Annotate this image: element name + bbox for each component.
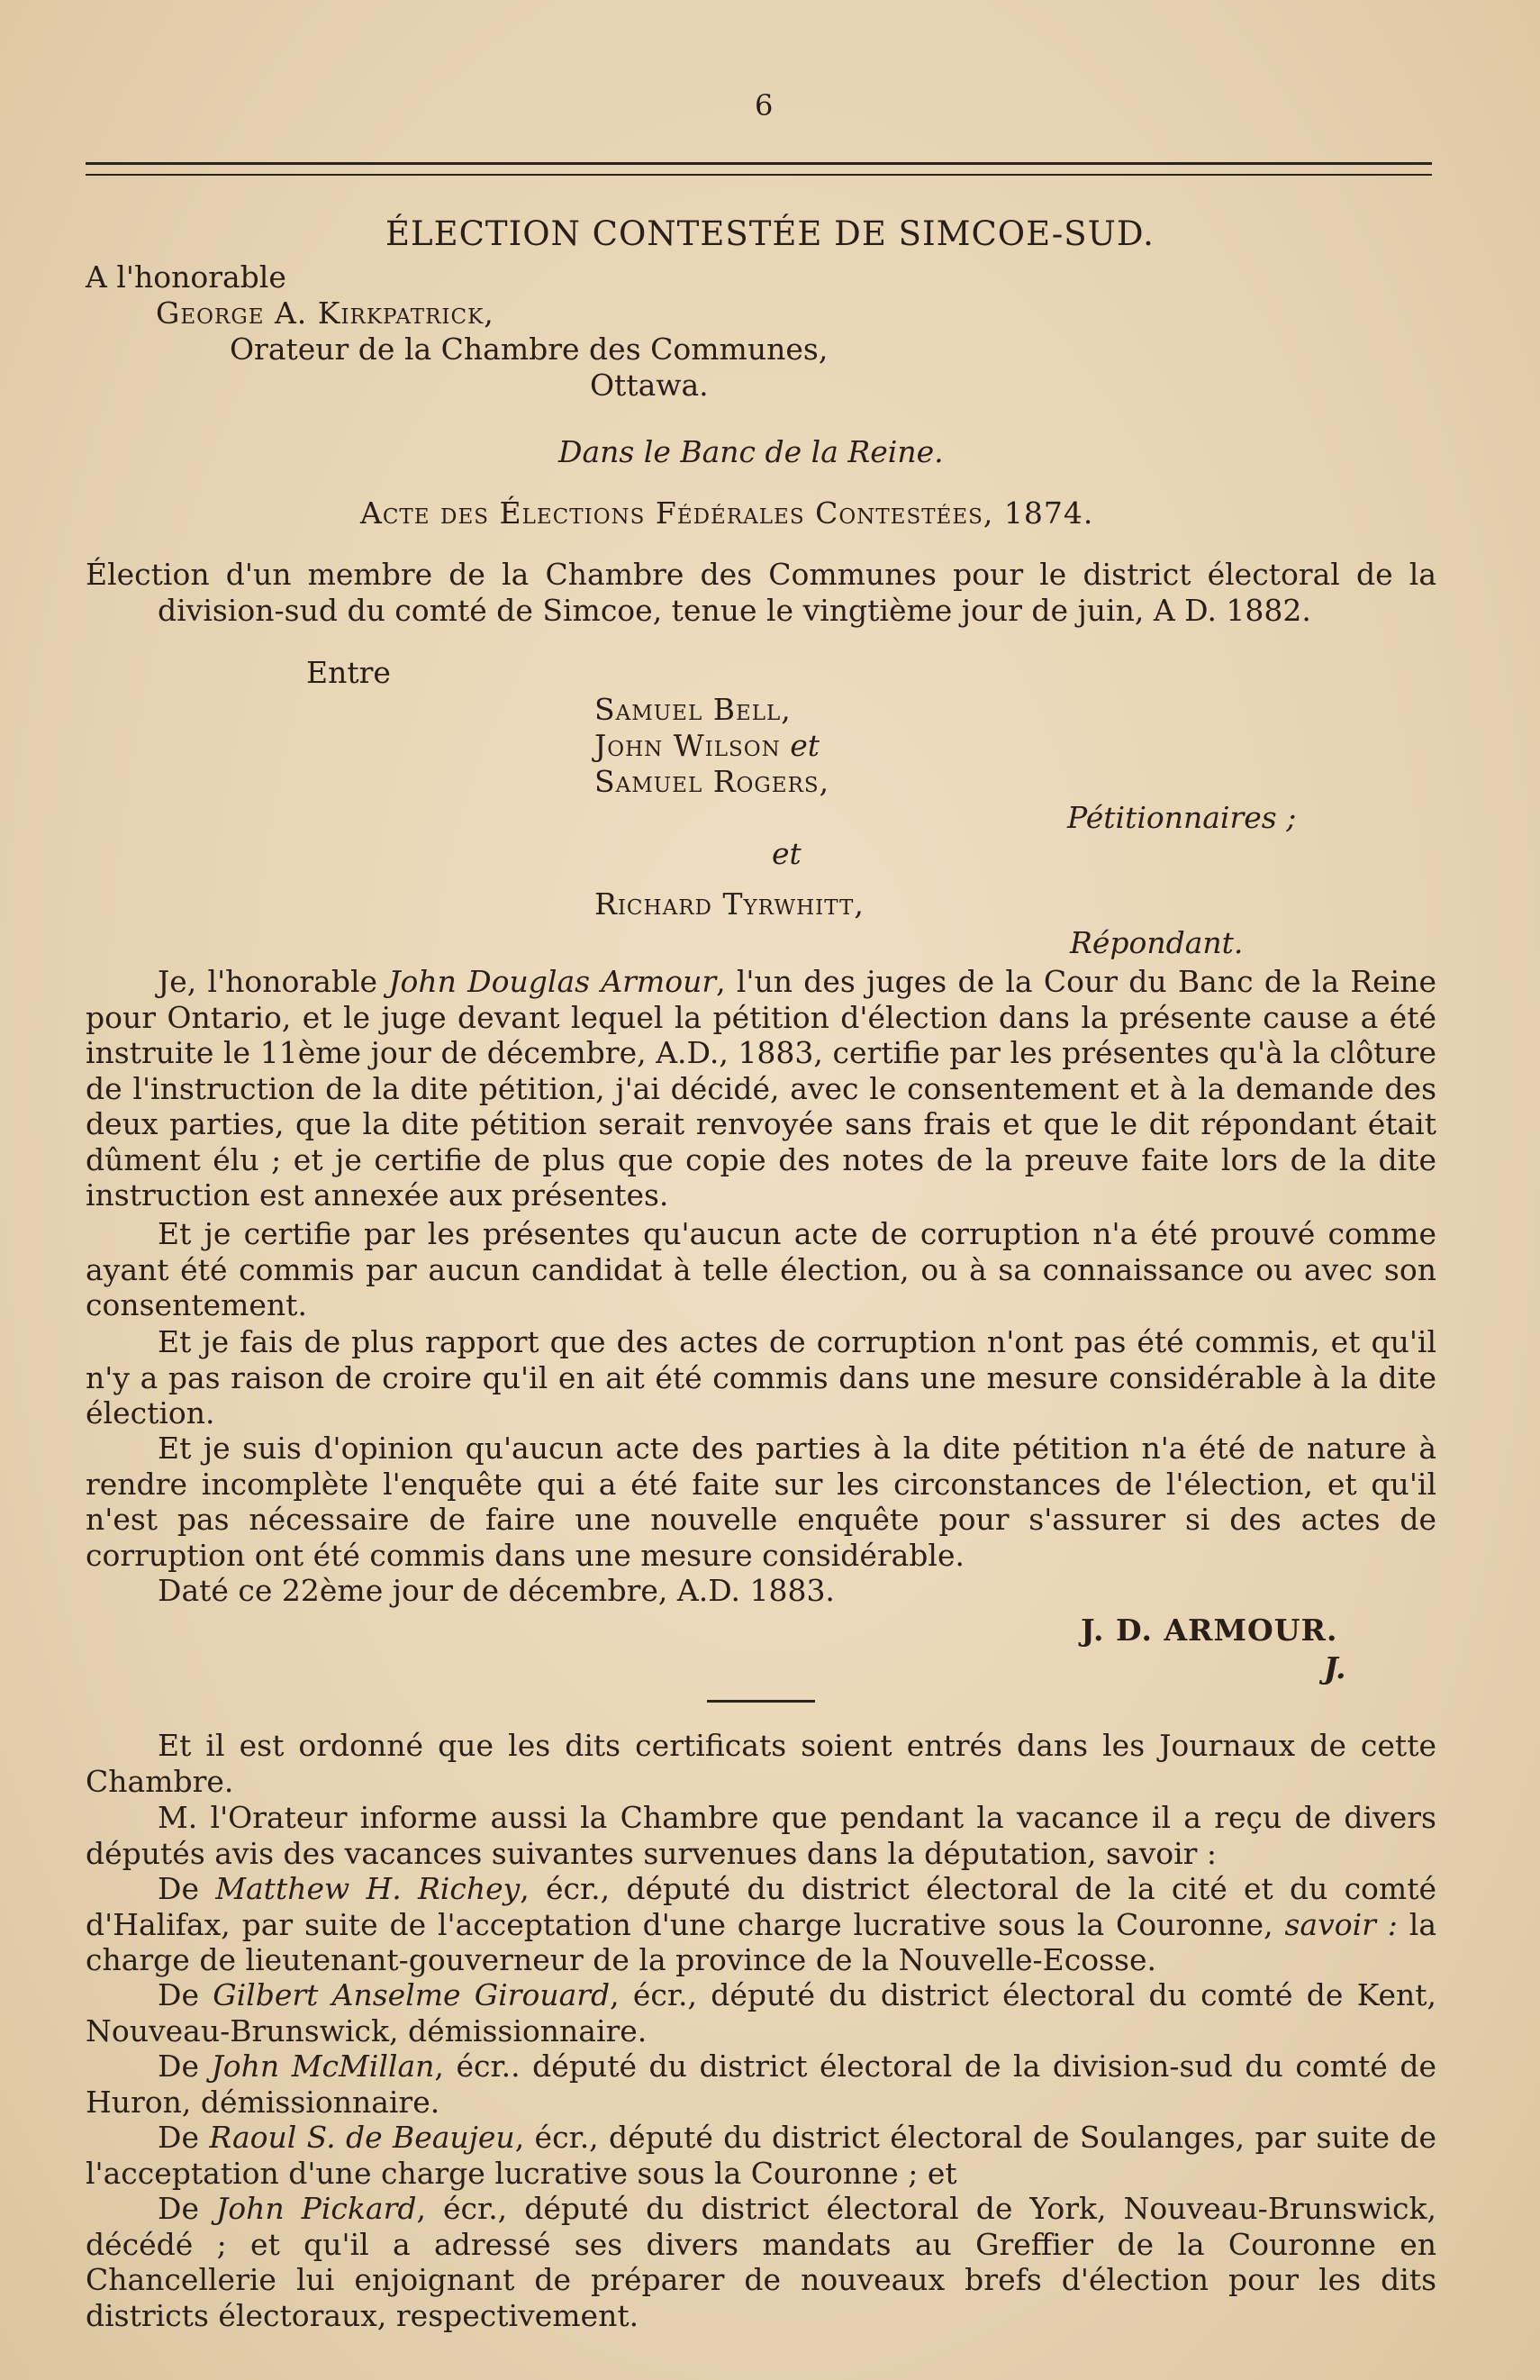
address-line-1: A l'honorable: [86, 259, 286, 295]
vacancy-item: [86, 1977, 1436, 2048]
header-rule-top: [86, 162, 1432, 165]
vacancy-text-end: la charge de lieutenant-gouverneur de la province de la Nouvelle-Ecosse.: [86, 1906, 1437, 1977]
member-name: Matthew H. Richey: [215, 1871, 521, 1906]
petitioner-2: [594, 728, 820, 763]
judge-name: John Douglas Armour: [388, 964, 717, 999]
vacancy-prefix: De: [158, 2048, 212, 2084]
member-name: John McMillan: [211, 2048, 435, 2084]
vacancy-text: , écr.. député du district électoral de la division-sud du comté de Huron, démissionnaire.: [86, 2048, 1436, 2120]
member-name: John Pickard: [216, 2191, 417, 2226]
vacancy-text: , écr., député du district électoral de York, Nouveau-Brunswick, décédé ; et qu'il a adressé ses divers mandats au Greffier de la Couronne en Chancellerie lui enjoignant de préparer de nouveaux brefs d'élection pour les dits districts électoraux, respectivement.: [86, 2191, 1437, 2333]
between-label: Entre: [306, 655, 391, 690]
petitioner-2-name: John Wilson: [594, 728, 781, 763]
order-paragraph: [86, 1728, 1436, 1799]
member-name: Raoul S. de Beaujeu: [209, 2120, 515, 2155]
address-line-4: Ottawa.: [590, 368, 709, 403]
cert-date-text: Daté ce 22ème jour de décembre, A.D. 1883.: [158, 1573, 835, 1608]
petitioner-1: Samuel Bell,: [594, 692, 792, 727]
certificate-paragraph-1: [86, 964, 1436, 1213]
and-label: et: [772, 836, 802, 871]
address-line-3: Orateur de la Chambre des Communes,: [230, 332, 829, 367]
vacancy-item: [86, 1871, 1436, 1978]
vacancy-text: , écr., député du district électoral du comté de Kent, Nouveau-Brunswick, démissionnaire.: [86, 1977, 1436, 2048]
page-number: 6: [755, 88, 774, 123]
vacancy-prefix: De: [158, 2120, 210, 2155]
section-separator: [707, 1700, 815, 1703]
petitioner-3: Samuel Rogers,: [594, 764, 830, 799]
vacancy-prefix: De: [158, 1977, 213, 2012]
cert-p1-start: Je, l'honorable: [158, 964, 389, 999]
header-rule-bottom: [86, 174, 1432, 176]
act-title: Acte des Élections Fédérales Contestées, 1874.: [360, 495, 1094, 531]
member-name: Gilbert Anselme Girouard: [213, 1977, 611, 2012]
cert-p3-text: Et je fais de plus rapport que des actes de corruption n'ont pas été commis, et qu'il n'y a pas raison de croire qu'il en ait été commis dans une mesure considérable à la dite élection.: [86, 1324, 1436, 1431]
petitioners-label: Pétitionnaires ;: [1067, 800, 1297, 835]
election-description-text: Élection d'un membre de la Chambre des Communes pour le district électoral de la division-sud du comté de Simcoe, tenue le vingtième jour de juin, A D. 1882.: [86, 557, 1436, 628]
certificate-paragraph-4: [86, 1431, 1436, 1573]
signature: J. D. ARMOUR.: [1081, 1612, 1338, 1648]
petitioner-2-suffix: et: [790, 728, 820, 763]
speaker-intro-text: M. l'Orateur informe aussi la Chambre que pendant la vacance il a reçu de divers députés avis des vacances suivantes survenues dans la députation, savoir :: [86, 1800, 1436, 1871]
vacancy-item: [86, 2120, 1436, 2191]
vacancy-text: , écr., député du district électoral de la cité et du comté d'Halifax, par suite de l'acceptation d'une charge lucrative sous la Couronne,: [86, 1871, 1437, 1942]
vacancy-savoir: savoir :: [1284, 1906, 1398, 1942]
order-text: Et il est ordonné que les dits certificats soient entrés dans les Journaux de cette Chambre.: [86, 1728, 1436, 1799]
vacancy-item: [86, 2191, 1436, 2333]
vacancy-text: , écr., député du district électoral de Soulanges, par suite de l'acceptation d'une charge lucrative sous la Couronne ; et: [86, 2120, 1436, 2191]
document-title: ÉLECTION CONTESTÉE DE SIMCOE-SUD.: [385, 214, 1155, 253]
respondent-label: Répondant.: [1070, 925, 1244, 960]
certificate-date: [86, 1573, 1436, 1609]
speaker-intro-paragraph: [86, 1800, 1436, 1871]
address-line-2: George A. Kirkpatrick,: [156, 295, 494, 331]
vacancy-prefix: De: [158, 1871, 216, 1906]
cert-p4-text: Et je suis d'opinion qu'aucun acte des parties à la dite pétition n'a été de nature à rendre incomplète l'enquête qui a été faite sur les circonstances de l'élection, et qu'il n'est pas nécessaire de faire une nouvelle enquête pour s'assurer si des actes de corruption ont été commis dans une mesure considérable.: [86, 1431, 1436, 1573]
vacancy-item: [86, 2048, 1436, 2120]
signature-title: J.: [1324, 1650, 1346, 1685]
certificate-paragraph-2: [86, 1216, 1436, 1323]
cert-p2-text: Et je certifie par les présentes qu'aucun acte de corruption n'a été prouvé comme ayant été commis par aucun candidat à telle élection, ou à sa connaissance ou avec son consentement.: [86, 1216, 1436, 1322]
election-description: [86, 557, 1436, 628]
court-name: Dans le Banc de la Reine.: [558, 434, 944, 469]
cert-p1-rest: , l'un des juges de la Cour du Banc de la Reine pour Ontario, et le juge devant lequel la pétition d'élection dans la présente cause a été instruite le 11ème jour de décembre, A.D., 1883, certifie par les présentes qu'à la clôture de l'instruction de la dite pétition, j'ai décidé, avec le consentement et à la demande des deux parties, que la dite pétition serait renvoyée sans frais et que le dit répondant était dûment élu ; et je certifie de plus que copie des notes de la preuve faite lors de la dite instruction est annexée aux présentes.: [86, 964, 1436, 1213]
vacancy-prefix: De: [158, 2191, 217, 2226]
certificate-paragraph-3: [86, 1324, 1436, 1431]
respondent-name: Richard Tyrwhitt,: [594, 886, 865, 922]
